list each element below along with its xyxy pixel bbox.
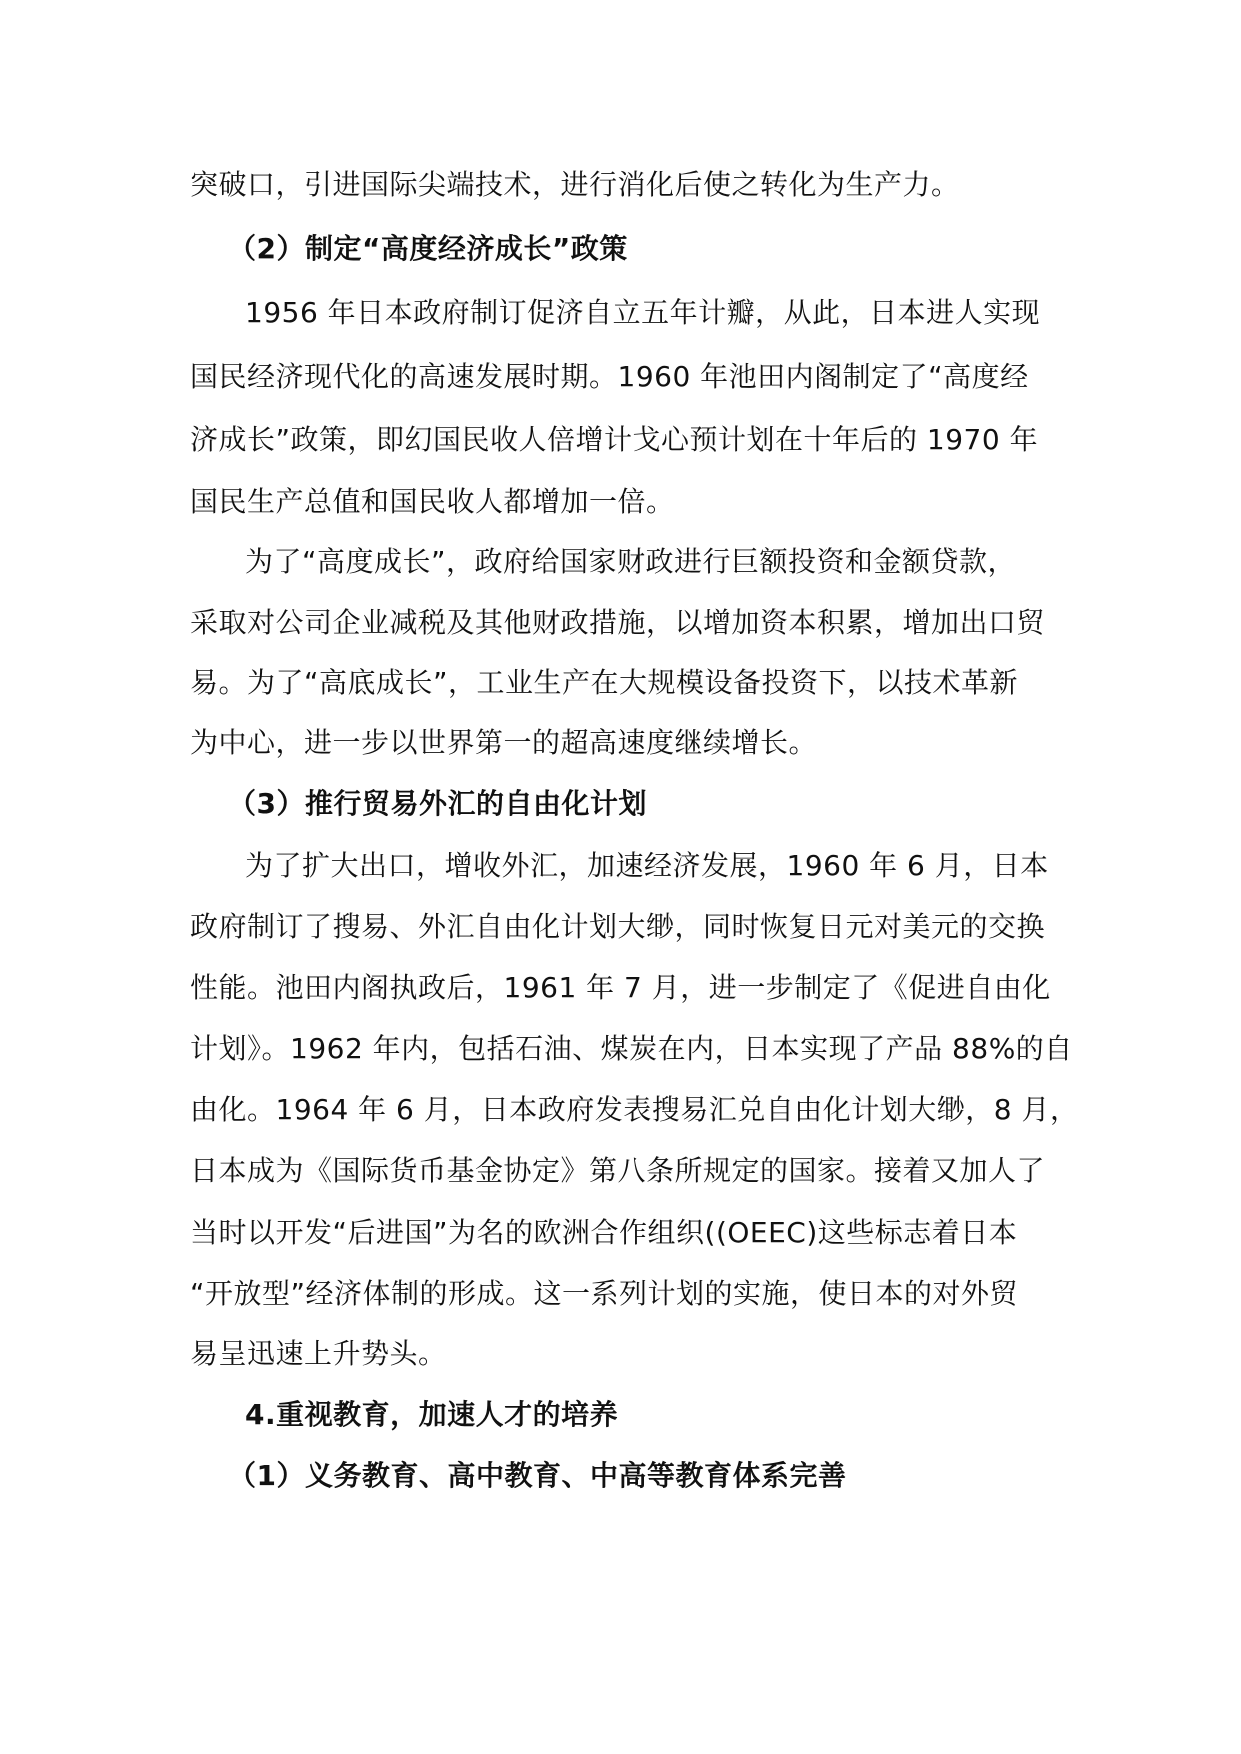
paragraph-line: 易呈迅速上升势头。	[190, 1337, 447, 1370]
paragraph-line: 国民经济现代化的高速发展时期。1960 年池田内阁制定了“高度经	[190, 360, 1029, 393]
paragraph-line: 当时以开发“后进国”为名的欧洲合作组织((OEEC)这些标志着日本	[190, 1216, 1018, 1249]
paragraph-line: 政府制订了搜易、外汇自由化计划大缈，同时恢复日元对美元的交换	[190, 910, 1046, 943]
paragraph-line: 国民生产总值和国民收人都增加一倍。	[190, 485, 675, 518]
paragraph-line: 性能。池田内阁执政后，1961 年 7 月，进一步制定了《促进自由化	[190, 971, 1051, 1004]
paragraph-line: 日本成为《国际货币基金协定》第八条所规定的国家。接着又加人了	[190, 1154, 1046, 1187]
paragraph-line: 计划》。1962 年内，包括石油、煤炭在内，日本实现了产品 88%的自	[190, 1032, 1073, 1065]
section-heading: （1）义务教育、高中教育、中高等教育体系完善	[228, 1459, 847, 1492]
section-heading: 4.重视教育，加速人才的培养	[245, 1398, 619, 1431]
paragraph-line: 为了“高度成长”，政府给国家财政进行巨额投资和金额贷款，	[245, 545, 1017, 578]
paragraph-line: 济成长”政策，即幻国民收人倍增计戈心预计划在十年后的 1970 年	[190, 423, 1039, 456]
section-heading: （2）制定“高度经济成长”政策	[228, 232, 628, 265]
paragraph-line: 1956 年日本政府制订促济自立五年计瓣，从此，日本进人实现	[245, 296, 1041, 329]
paragraph-line: 为了扩大出口，增收外汇，加速经济发展，1960 年 6 月，日本	[245, 849, 1049, 882]
paragraph-line: 由化。1964 年 6 月，日本政府发表搜易汇兑自由化计划大缈，8 月，	[190, 1093, 1079, 1126]
paragraph-line: 突破口，引进国际尖端技术，进行消化后使之转化为生产力。	[190, 168, 960, 201]
paragraph-line: “开放型”经济体制的形成。这一系列计划的实施，使日本的对外贸	[190, 1277, 1019, 1310]
paragraph-line: 易。为了“高底成长”，工业生产在大规模设备投资下，以技术革新	[190, 666, 1019, 699]
section-heading: （3）推行贸易外汇的自由化计划	[228, 787, 647, 820]
paragraph-line: 采取对公司企业减税及其他财政措施，以增加资本积累，增加出口贸	[190, 606, 1046, 639]
paragraph-line: 为中心，进一步以世界第一的超高速度继续增长。	[190, 726, 818, 759]
